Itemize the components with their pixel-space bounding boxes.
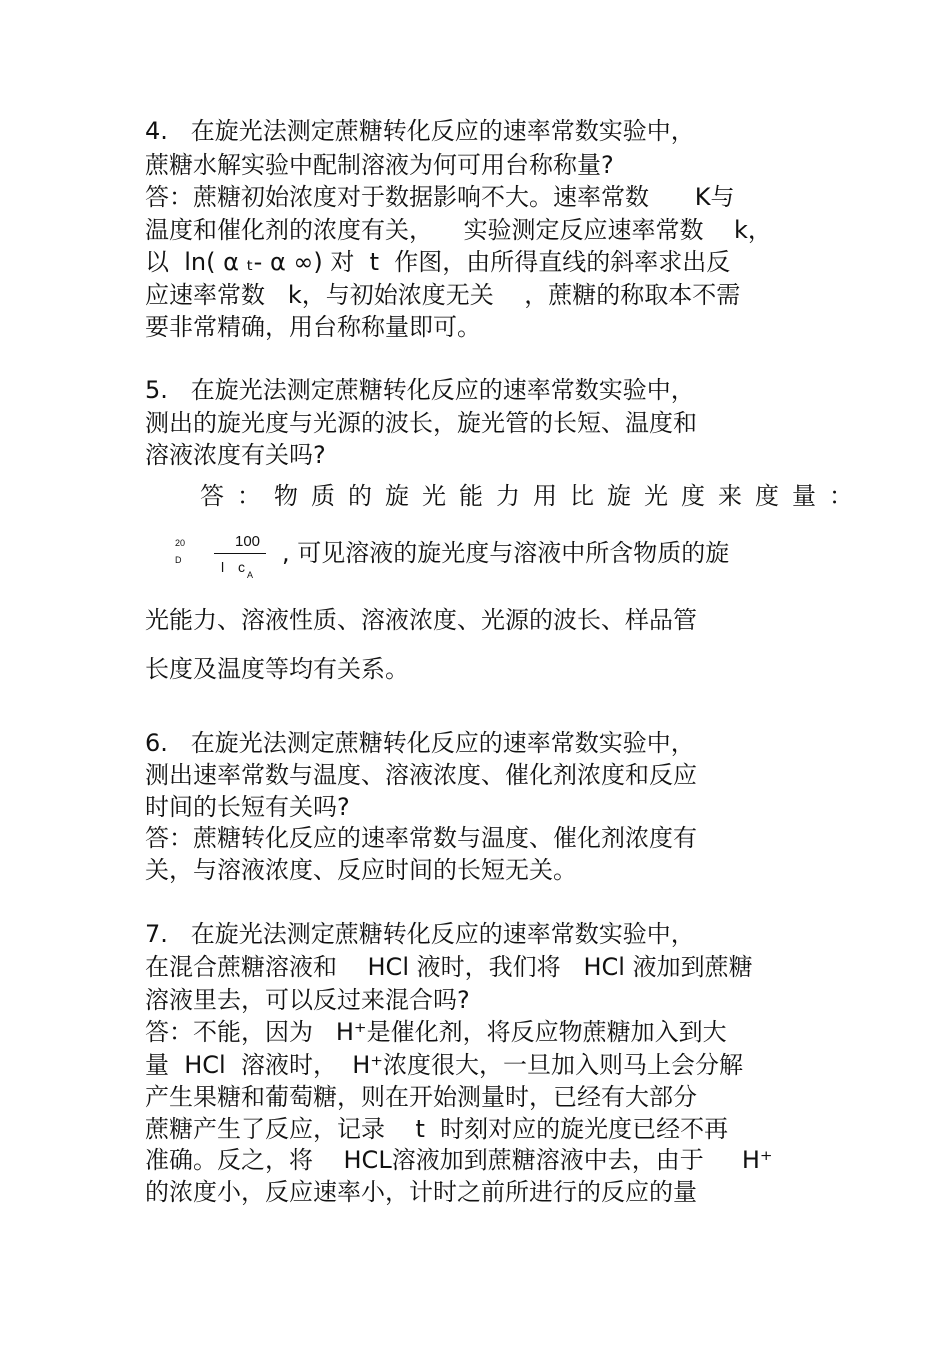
q6-line: 测出速率常数与温度、溶液浓度、催化剂浓度和反应 [145,761,697,789]
q7-answer-line: 的浓度小，反应速率小，计时之前所进行的反应的量 [145,1178,697,1206]
formula-denominator-l: l [221,559,225,575]
q7-answer-line: 量 HCl 溶液时， H⁺浓度很大，一旦加入则马上会分解 [145,1051,743,1079]
q7-answer-line: 答：不能，因为 H⁺是催化剂，将反应物蔗糖加入到大 [145,1018,727,1046]
q4-line: 蔗糖水解实验中配制溶液为何可用台称称量? [145,151,614,179]
q6-answer-line: 答：蔗糖转化反应的速率常数与温度、催化剂浓度有 [145,824,697,852]
q5-line: 5. 在旋光法测定蔗糖转化反应的速率常数实验中， [145,376,695,404]
q5-answer-line: 光能力、溶液性质、溶液浓度、光源的波长、样品管 [145,606,697,634]
q4-answer-line: 温度和催化剂的浓度有关， 实验测定反应速率常数 k， [145,216,772,244]
q7-answer-line: 蔗糖产生了反应，记录 t 时刻对应的旋光度已经不再 [145,1115,729,1143]
q4-line: 4. 在旋光法测定蔗糖转化反应的速率常数实验中， [145,117,695,145]
q5-line: 溶液浓度有关吗? [145,441,326,469]
q5-answer-intro: 答：物质的旋光能力用比旋光度来度量： [200,482,866,510]
q4-answer-line: 要非常精确，用台称称量即可。 [145,313,481,341]
q4-answer-line: 答：蔗糖初始浓度对于数据影响不大。速率常数 K与 [145,183,735,211]
q5-line: 测出的旋光度与光源的波长，旋光管的长短、温度和 [145,409,697,437]
formula-subscript: D [175,555,182,565]
q7-line: 7. 在旋光法测定蔗糖转化反应的速率常数实验中， [145,920,695,948]
formula-numerator: 100 [235,533,261,550]
formula-denominator-c: c [238,559,245,575]
q7-line: 在混合蔗糖溶液和 HCl 液时，我们将 HCl 液加到蔗糖 [145,953,753,981]
q7-answer-line: 准确。反之，将 HCL溶液加到蔗糖溶液中去，由于 H⁺ [145,1146,773,1174]
q7-line: 溶液里去，可以反过来混合吗? [145,986,470,1014]
formula-denominator-subscript: A [247,570,254,580]
q4-answer-line: 应速率常数 k，与初始浓度无关 ，蔗糖的称取本不需 [145,281,741,309]
q6-answer-line: 关，与溶液浓度、反应时间的长短无关。 [145,856,577,884]
fraction-bar [214,553,266,554]
q7-answer-line: 产生果糖和葡萄糖，则在开始测量时，已经有大部分 [145,1083,697,1111]
q5-formula-tail: , 可见溶液的旋光度与溶液中所含物质的旋 [282,539,730,567]
formula-superscript: 20 [175,538,186,548]
q5-answer-line: 长度及温度等均有关系。 [145,655,409,683]
q6-line: 时间的长短有关吗? [145,793,350,821]
q6-line: 6. 在旋光法测定蔗糖转化反应的速率常数实验中， [145,729,695,757]
q4-answer-line: 以 ln( α ₜ- α ∞) 对 t 作图，由所得直线的斜率求出反 [145,248,731,276]
